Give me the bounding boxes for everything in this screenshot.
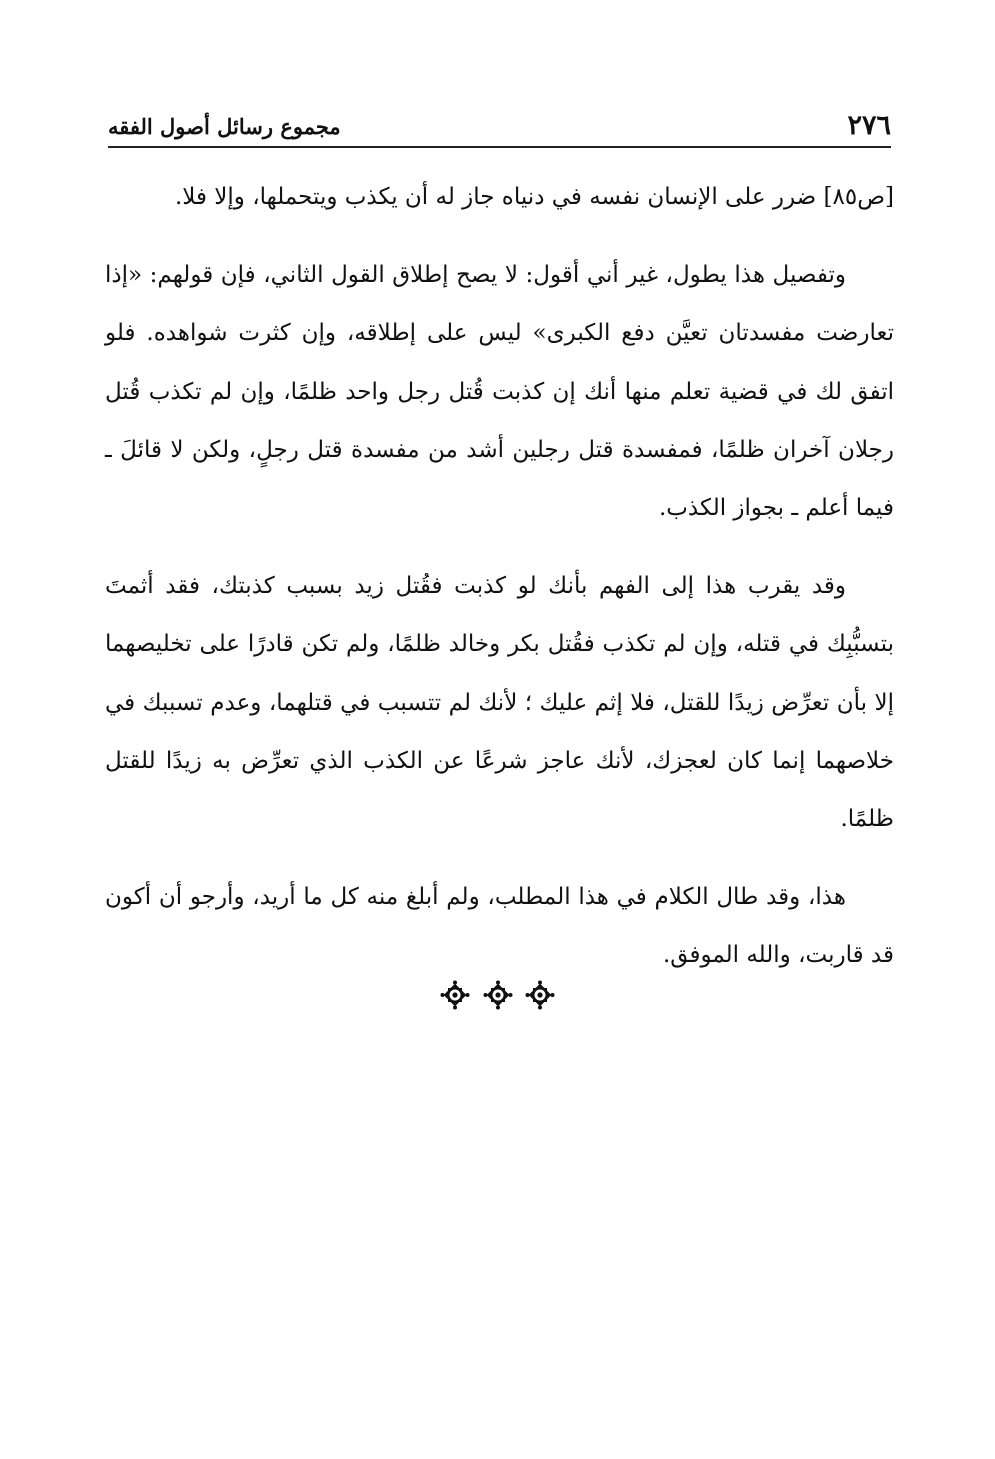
flower-ornament-icon — [483, 980, 513, 1010]
paragraph-conclusion: هذا، وقد طال الكلام في هذا المطلب، ولم أبلغ منه كل ما أريد، وأرجو أن أكون قد قاربت، والله الموفق. — [105, 884, 894, 969]
header-divider — [108, 146, 891, 148]
section-end-ornaments — [440, 980, 555, 1010]
running-title: مجموع رسائل أصول الفقه — [108, 114, 341, 139]
paragraph-detail: وتفصيل هذا يطول، غير أني أقول: لا يصح إطلاق القول الثاني، فإن قولهم: «إذا تعارضت مفسدتان تعيَّن دفع الكبرى» ليس على إطلاقه، وإن كثرت شواهده. فلو اتفق لك في قضية تعلم منها أنك إن كذبت قُتل رجل واحد ظلمًا، وإن لم تكذب قُتل رجلان آخران ظلمًا، فمفسدة قتل رجلين أشد من مفسدة قتل رجلٍ، ولكن لا قائلَ ـ فيما أعلم ـ بجواز الكذب. — [105, 262, 894, 522]
page-body — [105, 168, 894, 985]
page-header — [108, 110, 891, 146]
paragraph-example: وقد يقرب هذا إلى الفهم بأنك لو كذبت فقُتل زيد بسبب كذبتك، فقد أثمتَ بتسبُّبِك في قتله، وإن لم تكذب فقُتل بكر وخالد ظلمًا، ولم تكن قادرًا على تخليصهما إلا بأن تعرِّض زيدًا للقتل، فلا إثم عليك ؛ لأنك لم تتسبب في قتلهما، وعدم تسببك في خلاصهما إنما كان لعجزك، لأنك عاجز شرعًا عن الكذب الذي تعرِّض به زيدًا للقتل ظلمًا. — [105, 573, 894, 833]
paragraph-continuation: [ص٨٥] ضرر على الإنسان نفسه في دنياه جاز له أن يكذب ويتحملها، وإلا فلا. — [174, 184, 894, 210]
flower-ornament-icon — [440, 980, 470, 1010]
page-number: ٢٧٦ — [847, 110, 891, 141]
flower-ornament-icon — [525, 980, 555, 1010]
